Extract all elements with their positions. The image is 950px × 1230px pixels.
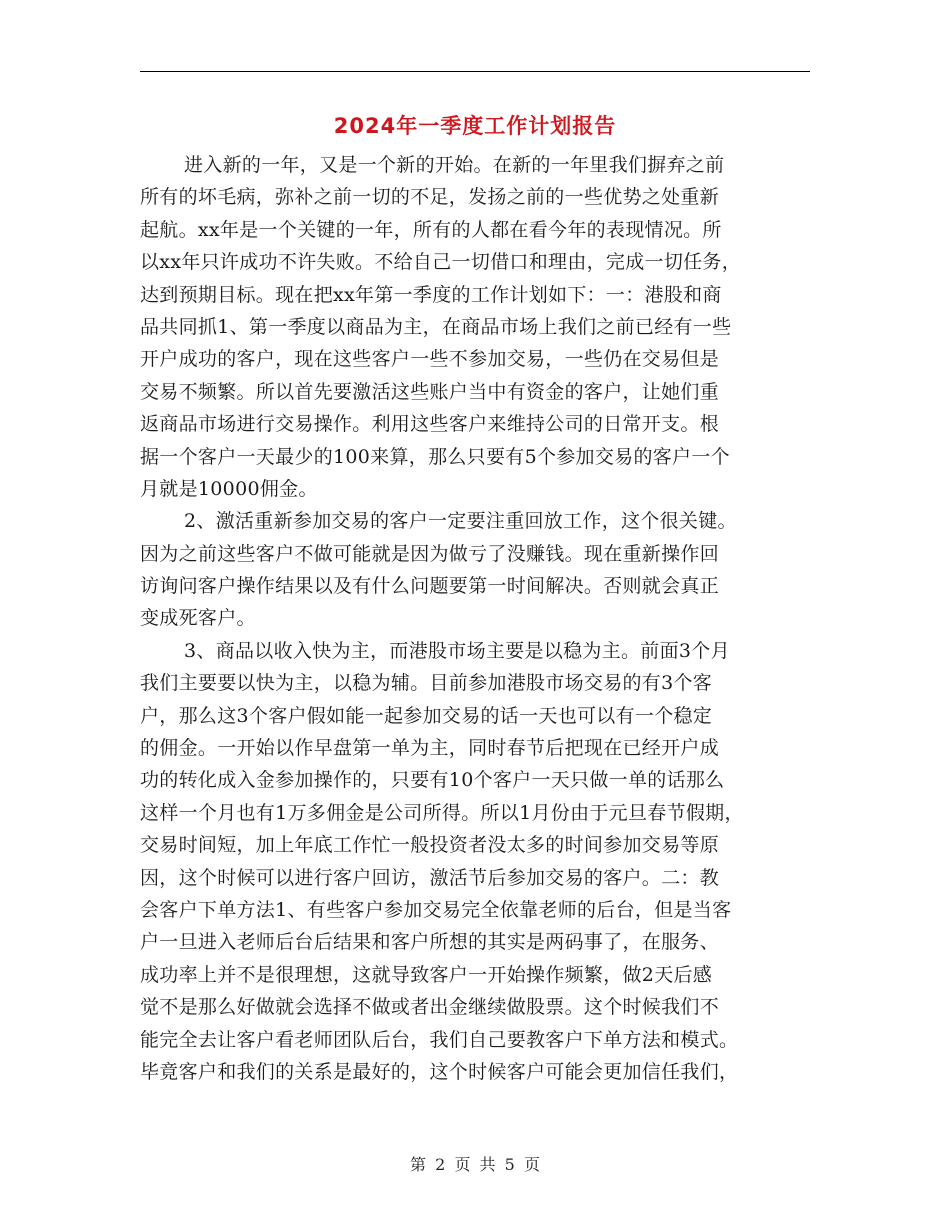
footer-label-suffix: 页 xyxy=(523,1155,540,1174)
body-text-line: 交易时间短，加上年底工作忙一般投资者没太多的时间参加交易等原 xyxy=(140,834,720,857)
footer-total-pages: 5 xyxy=(504,1155,515,1174)
document-title: 2024年一季度工作计划报告 xyxy=(333,114,617,138)
body-text-line: 我们主要要以快为主，以稳为辅。目前参加港股市场交易的有3个客 xyxy=(140,672,713,695)
body-text-line: 这样一个月也有1万多佣金是公司所得。所以1月份由于元旦春节假期， xyxy=(140,801,744,824)
body-text-line: 的佣金。一开始以作早盘第一单为主，同时春节后把现在已经开户成 xyxy=(140,737,720,760)
body-text-line: 以xx年只许成功不许失败。不给自己一切借口和理由，完成一切任务， xyxy=(140,251,742,274)
body-text-line: 变成死客户。 xyxy=(140,607,256,630)
page-footer xyxy=(0,1152,950,1178)
footer-label-prefix: 第 xyxy=(410,1155,427,1174)
body-text-line: 会客户下单方法1、有些客户参加交易完全依靠老师的后台，但是当客 xyxy=(140,898,732,921)
document-body xyxy=(140,149,818,1088)
body-text-line: 月就是10000佣金。 xyxy=(140,477,318,500)
body-text-line: 户一旦进入老师后台后结果和客户所想的其实是两码事了，在服务、 xyxy=(140,931,720,954)
body-text-line: 起航。xx年是一个关键的一年，所有的人都在看今年的表现情况。所 xyxy=(140,218,722,241)
body-text-line: 所有的坏毛病，弥补之前一切的不足，发扬之前的一些优势之处重新 xyxy=(140,186,720,209)
body-text-line: 成功率上并不是很理想，这就导致客户一开始操作频繁，做2天后感 xyxy=(140,963,713,986)
body-text-line: 返商品市场进行交易操作。利用这些客户来维持公司的日常开支。根 xyxy=(140,413,720,436)
body-text-line: 能完全去让客户看老师团队后台，我们自己要教客户下单方法和模式。 xyxy=(140,1028,739,1051)
body-text-line: 因，这个时候可以进行客户回访，激活节后参加交易的客户。二：教 xyxy=(140,866,720,889)
body-text-line: 进入新的一年，又是一个新的开始。在新的一年里我们摒弃之前 xyxy=(184,154,725,176)
body-text-line: 交易不频繁。所以首先要激活这些账户当中有资金的客户，让她们重 xyxy=(140,380,720,403)
body-text-line: 品共同抓1、第一季度以商品为主，在商品市场上我们之前已经有一些 xyxy=(140,315,732,338)
body-text-line: 达到预期目标。现在把xx年第一季度的工作计划如下：一：港股和商 xyxy=(140,283,722,306)
body-text-line: 访询问客户操作结果以及有什么问题要第一时间解决。否则就会真正 xyxy=(140,575,720,598)
body-text-line: 因为之前这些客户不做可能就是因为做亏了没赚钱。现在重新操作回 xyxy=(140,542,720,565)
body-text-line: 功的转化成入金参加操作的，只要有10个客户一天只做一单的话那么 xyxy=(140,769,725,792)
body-text-line: 据一个客户一天最少的100来算，那么只要有5个参加交易的客户一个 xyxy=(140,445,730,468)
body-text-line: 毕竟客户和我们的关系是最好的，这个时候客户可能会更加信任我们， xyxy=(140,1060,739,1083)
body-text-line: 2、激活重新参加交易的客户一定要注重回放工作，这个很关键。 xyxy=(184,510,737,533)
body-text-line: 3、商品以收入快为主，而港股市场主要是以稳为主。前面3个月 xyxy=(184,639,730,662)
footer-label-page: 页 xyxy=(454,1155,471,1174)
footer-current-page: 2 xyxy=(435,1155,446,1174)
footer-label-total: 共 xyxy=(479,1155,496,1174)
body-text-line: 觉不是那么好做就会选择不做或者出金继续做股票。这个时候我们不 xyxy=(140,996,720,1019)
body-text-line: 户，那么这3个客户假如能一起参加交易的话一天也可以有一个稳定 xyxy=(140,704,713,727)
header-rule xyxy=(140,71,810,72)
body-text-line: 开户成功的客户，现在这些客户一些不参加交易，一些仍在交易但是 xyxy=(140,348,720,371)
